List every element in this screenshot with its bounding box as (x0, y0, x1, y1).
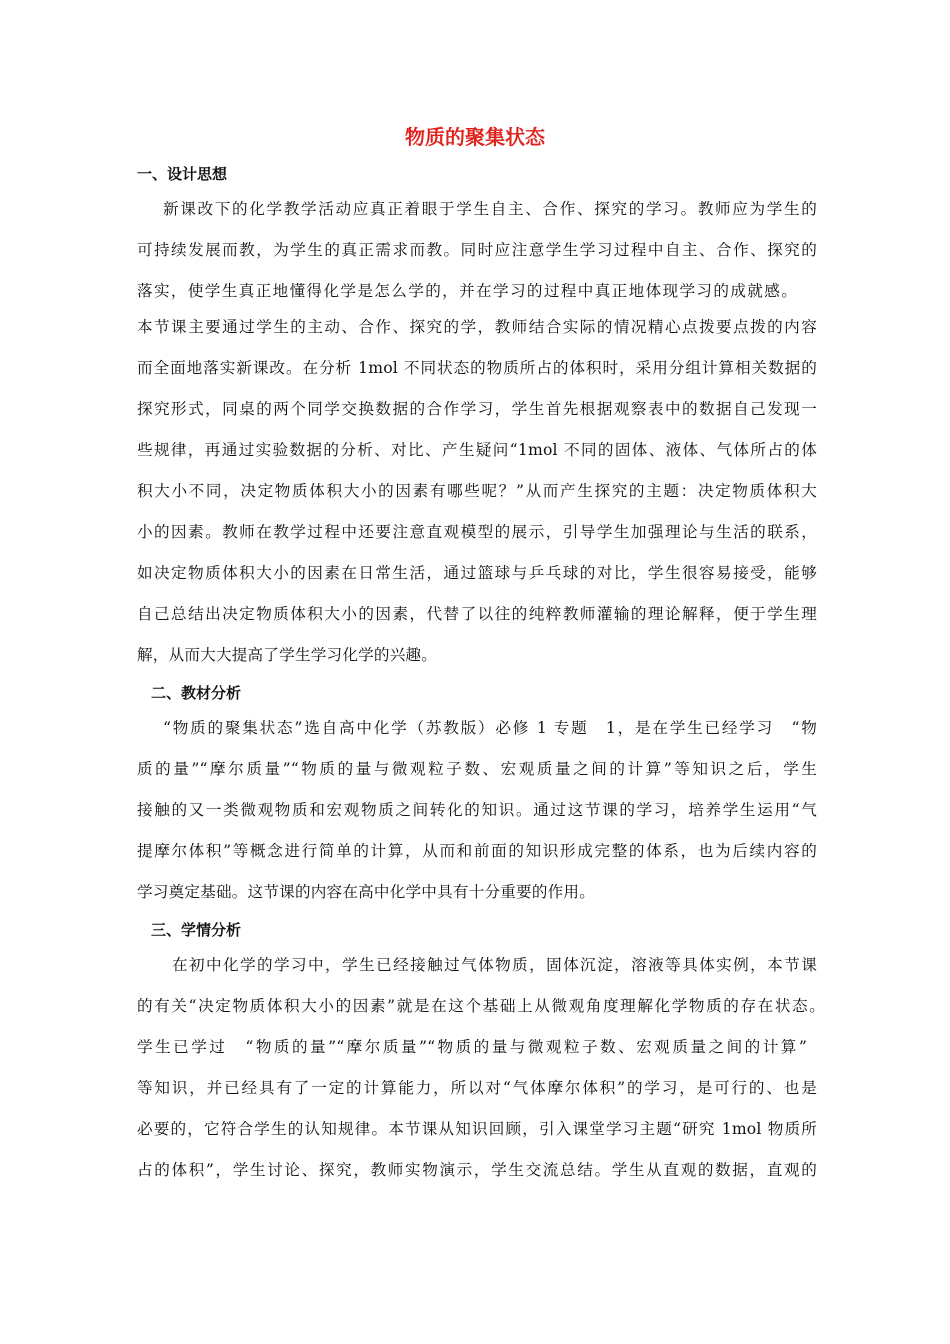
section-heading-material-analysis: 二、教材分析 (151, 684, 242, 702)
paragraph-line: 新课改下的化学教学活动应真正着眼于学生自主、合作、探究的学习。教师应为学生的 (163, 200, 817, 218)
section-heading-student-analysis: 三、学情分析 (151, 921, 242, 939)
section-heading-design-idea: 一、设计思想 (137, 165, 228, 183)
paragraph-line: 些规律，再通过实验数据的分析、对比、产生疑问“1mol 不同的固体、液体、气体所占的体 (137, 441, 817, 459)
paragraph-line: 而全面地落实新课改。在分析 1mol 不同状态的物质所占的体积时，采用分组计算相关数据的 (137, 359, 817, 377)
paragraph-line: 在初中化学的学习中，学生已经接触过气体物质，固体沉淀，溶液等具体实例，本节课 (172, 956, 817, 974)
paragraph-line: 落实，使学生真正地懂得化学是怎么学的，并在学习的过程中真正地体现学习的成就感。 (137, 282, 797, 300)
paragraph-line: 的有关“决定物质体积大小的因素”就是在这个基础上从微观角度理解化学物质的存在状态。 (137, 997, 825, 1015)
paragraph-line: 质的量”“摩尔质量”“物质的量与微观粒子数、宏观质量之间的计算”等知识之后，学生 (137, 760, 817, 778)
paragraph-line: 解，从而大大提高了学生学习化学的兴趣。 (137, 646, 438, 664)
paragraph-line: 本节课主要通过学生的主动、合作、探究的学，教师结合实际的情况精心点拨要点拨的内容 (137, 318, 817, 336)
paragraph-line: 探究形式，同桌的两个同学交换数据的合作学习，学生首先根据观察表中的数据自己发现一 (137, 400, 817, 418)
paragraph-line: 积大小不同，决定物质体积大小的因素有哪些呢？”从而产生探究的主题：决定物质体积大 (137, 482, 817, 500)
paragraph-line: 可持续发展而教，为学生的真正需求而教。同时应注意学生学习过程中自主、合作、探究的 (137, 241, 817, 259)
paragraph-line: 等知识，并已经具有了一定的计算能力，所以对“气体摩尔体积”的学习，是可行的、也是 (137, 1079, 817, 1097)
paragraph-line: 占的体积”，学生讨论、探究，教师实物演示，学生交流总结。学生从直观的数据，直观的 (137, 1161, 817, 1179)
paragraph-line: 小的因素。教师在教学过程中还要注意直观模型的展示，引导学生加强理论与生活的联系， (137, 523, 817, 541)
paragraph-line: 学习奠定基础。这节课的内容在高中化学中具有十分重要的作用。 (137, 883, 596, 901)
paragraph-line: 提摩尔体积”等概念进行简单的计算，从而和前面的知识形成完整的体系，也为后续内容的 (137, 842, 817, 860)
paragraph-line: 如决定物质体积大小的因素在日常生活，通过篮球与乒乓球的对比，学生很容易接受，能够 (137, 564, 817, 582)
paragraph-line: 学生已学过 “物质的量”“摩尔质量”“物质的量与微观粒子数、宏观质量之间的计算” (137, 1038, 807, 1056)
document-title: 物质的聚集状态 (405, 125, 545, 149)
paragraph-line: 接触的又一类微观物质和宏观物质之间转化的知识。通过这节课的学习，培养学生运用“气 (137, 801, 817, 819)
paragraph-line: 必要的，它符合学生的认知规律。本节课从知识回顾，引入课堂学习主题“研究 1mol 物质所 (137, 1120, 817, 1138)
paragraph-line: 自己总结出决定物质体积大小的因素，代替了以往的纯粹教师灌输的理论解释，便于学生理 (137, 605, 817, 623)
paragraph-line: “物质的聚集状态”选自高中化学（苏教版）必修 1 专题 1，是在学生已经学习 “物 (163, 719, 817, 737)
